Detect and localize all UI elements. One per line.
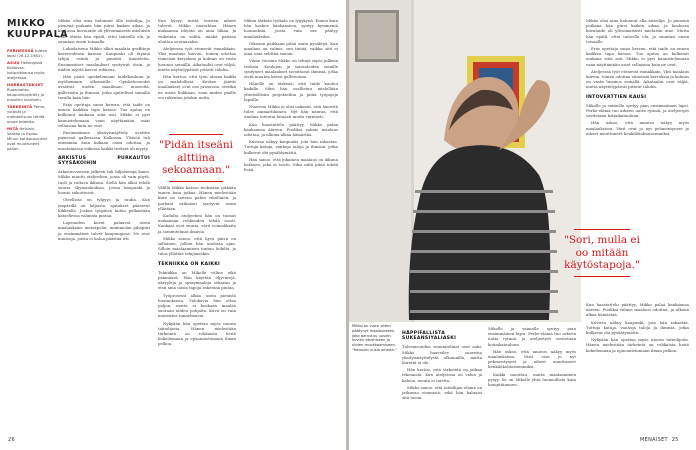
paragraph: Ateljeessa työt etenevät rinnakkain. Yksi maalaus kuivuu, toinen odottaa viimeisiä kerroksia ja kolmas on vasta luonnos seinällä. Aikataulut ovat väljiä, mutta näyttelypäivät pitävät tahdin. <box>158 46 236 72</box>
paragraph: Hän sanoo, että jokainen maalaus on ikkuna hetkeen, joka ei toistu. Siksi niitä pitää tehdä lisää. <box>244 156 338 173</box>
portrait-photo <box>349 0 581 322</box>
paragraph: Hän pääsi opiskelemaan taidekouluun ja myöhemmin ulkomaille. Opiskeluvuodet avasivat uuden maailman: museoita, gallerioita ja ihmisiä, jotka ajattelivat samalla tavalla kuin hän. <box>58 74 150 100</box>
paragraph: Hän uskoo, että muutos näkyy myös maalauksissa. Värit ovat jo nyt pehmentyneet ja aiheet muuttuneet henkilökohtaisemmiksi. <box>488 348 576 370</box>
paragraph: Mikon tärkein työkalu on lyijykynä. Ennen kuin hän koskee kankaaseen, syntyy kymmeniä luonnoksia, joista vain osa päätyy maalauksiksi. <box>244 18 338 39</box>
paragraph: Tulevaisuuden suunnitelmat ovat auki. Mikko haaveilee suuresta yksityisnäyttelystä ulkomailla, mutta kiirettä ei ole. <box>402 344 482 366</box>
paragraph: Kun haastattelu päättyy, Mikko palaa kankaansa ääreen. Puoliksi valmis maalaus odottaa, ja ulkona alkaa hämärtää. <box>586 302 689 318</box>
section-heading: HÄPPIFALLISTA SUKEANSIYALIASKI <box>402 331 457 342</box>
section-heading: ARKISTUS PURKAUTUI SYYSÄKOIHIN <box>58 155 150 167</box>
article-column-6-bottom <box>586 302 689 355</box>
photo-caption: Mikko on vuosi sitten päätynyt maalaukseen, joka perustuu uusien kuvien etsimiseen ja niiden muokkaamiseen. "Neuvoin uusia aiheita." <box>352 324 397 352</box>
paragraph: Hän kertoo, että tärkeintä on jatkaa tekemistä. Kun ateljeessa on valoa ja kahvia, muuta ei tarvita. <box>402 367 482 383</box>
paragraph: Ateljeessa työt etenevät rinnakkain. Yksi maalaus kuivuu, toinen odottaa viimeisiä kerroksia ja kolmas on vasta luonnos seinällä. Aikataulut ovat väljiä, mutta näyttelypäivät pitävät tahdin. <box>586 68 689 90</box>
paragraph: Nykyään hän opettaa myös nuoria taiteilijoita. Hänen mielestään tärkeintä on rohkaista heitä kokeilemaan ja epäonnistumaan ilman pelkoa. <box>158 320 236 347</box>
article-column-1 <box>58 18 150 243</box>
paragraph: Kuvissa näkyy kaupunki, jota hän rakastaa. Tuttuja katuja, vanhoja taloja ja ihmisiä, jotka kulkevat ohi pysähtymättä. <box>244 139 338 155</box>
paragraph: Nuorena Mikko ei olisi uskonut, että hänestä tulee ammattilainen. Nyt hän nauraa, että unelma toteutui hitaasti mutta varmasti. <box>244 104 338 120</box>
paragraph: Välillä Mikko katsoo teoksiaan pitkään ennen kuin jatkaa. Hänen mielestään kiire on taiteen pahin vihollinen, ja parhaat ratkaisut syntyvät usein yllättäen. <box>158 185 236 211</box>
article-column-3 <box>244 18 338 174</box>
paragraph: Mikko sanoo, että taiteilijan elämä on jatkuvaa etsimistä, eikä hän haluaisi sitä toisin. <box>402 384 482 401</box>
paragraph: Nykyään hän opettaa myös nuoria taiteilijoita. Hänen mielestään tärkeintä on rohkaista heitä kokeilemaan ja epäonnistumaan ilman pelkoa. <box>586 337 689 353</box>
article-column-5 <box>488 326 576 389</box>
paragraph: Arkistusvuosien jälkeen tuli hiljaisempi kausi. Mikko muutti ateljeehen, jossa oli vain pöytä, tuoli ja valtava ikkuna. Siellä hän alkoi tehdä suuria öljymaalauksia, joissa kaupunki ja luonto sekoittuvat. <box>58 169 150 196</box>
article-column-6 <box>586 18 689 138</box>
page-number-left: 26 <box>8 437 15 443</box>
paragraph: Oleellista on tyhjyys ja rauha. Kun ympärillä on hiljaista, ajatukset pääsevät liikkeelle. Joskus työpäivä kuluu pelkästään katsellessa valmista pintaa. <box>58 197 150 218</box>
portrait-illustration <box>349 0 581 322</box>
paragraph: Kun haastattelu päättyy, Mikko palaa kankaansa ääreen. Puoliksi valmis maalaus odottaa, ja ulkona alkaa hämärtää. <box>244 121 338 138</box>
paragraph: Kadulta ateljeehen hän on tuonut mukanaan rohkeuden tehdä isosti. Kankaat ovat suuria, värit voimakkaita ja sommitelmat ilmavia. <box>158 213 236 234</box>
section-heading: INTOVERTTIEN KAUSI <box>586 94 647 100</box>
paragraph: Tekniikka on Mikolle väline eikä päämäärä. Hän käyttää öljyvärejä, akryyleja ja spraymaaleja sekaisin ja etsii aina uusia tapoja rakentaa pintaa. <box>158 269 236 291</box>
section-heading: TEKNIIKKA ON KAIKKI <box>158 261 221 267</box>
paragraph: Mikolle ja vaimolle syntyy pian ensimmäinen lapsi. Perhe-elämä tuo arkeen uutta rytmiä, ja ateljeetyöt sovitetaan kotiaikatauluun. <box>488 326 576 347</box>
profile-name: MIKKO KUUPPALA <box>7 18 69 40</box>
paragraph: Mikko sanoo, että hyvä päivä on sellainen, jolloin hän unohtaa ajan. Silloin maalaaminen tuntuu leikiltä, ja tulos yllättää tekijänsäkin. <box>158 235 236 257</box>
profile-sidebar <box>7 18 69 153</box>
quote-rule <box>574 229 630 230</box>
paragraph: Kaikki muuttuu, mutta maalaaminen pysyy. Se on Mikolle yhtä luonnollista kuin hengittäminen. <box>488 371 576 388</box>
paragraph: Lapsuuden kuvat palaavat usein maalauksiin: metsäpolut, mummolan pihapiiri ja ensimmäiset talvet kaupungissa. Ne ovat muistoja, joista ei halua päästää irti. <box>58 220 150 241</box>
paragraph: Mikko olisi aina halunnut olla taiteilija. Jo pienenä poikana hän piirsi kaiken aikaa, ja koulussa kuvataide oli ylivoimaisesti mieluisin aine. Mutta hän epäili, ettei taiteella elä, ja suuntasi ensin toisaalle. <box>58 18 150 44</box>
paragraph: Lukiolaisena Mikko alkoi maalata graffiteja kavereidensa kanssa. Kaupunki oli täynnä tyhjiä seiniä ja pimeitä tunneleita. Ensimmäiset maalaukset syntyivät öisin, ja niiden myötä kasvoi rohkeus. <box>58 46 150 72</box>
fact-item: ASUU Helsingissä Kalliossa, kotipaikkansa myös ateljeessa. <box>7 60 45 80</box>
paragraph: Ensimmäinen yksityisnäyttely avattiin pienessä galleriassa Kalliossa. Yleisöä tuli enemmän kuin kukaan osasi odottaa, ja muutamassa viikossa kaikki teokset oli myyty. <box>58 130 150 151</box>
paragraph: Eräs opettaja sanoi kerran, että taide on ennen kaikkea tapa katsoa. Tuo ajatus on kulkenut mukana siitä asti. Mikko ei pyri kaunistelemaan vaan näyttämään asiat sellaisina kuin ne ovat. <box>586 46 689 67</box>
pull-quote: "Sori, mulla ei oo mitään käytöstapoja." <box>562 225 642 281</box>
page-number-right: MENAISET 25 <box>640 437 679 443</box>
paragraph: Kun kysyy, mistä teosten aiheet tulevat, Mikko naurahtaa. Hänen mukaansa ideoita on aina liikaa, ja vaikeinta on valita, minkä parissa aloittaa seuraavaksi. <box>158 18 236 44</box>
quote-rule <box>169 181 223 182</box>
paragraph: Mikko olisi aina halunnut olla taiteilija. Jo pienenä poikana hän piirsi kaiken aikaa, ja koulussa kuvataide oli ylivoimaisesti mieluisin aine. Mutta hän epäili, ettei taiteella elä, ja suuntasi ensin toisaalle. <box>586 18 689 44</box>
paragraph: Mikolle ja vaimolle syntyy pian ensimmäinen lapsi. Perhe-elämä tuo arkeen uutta rytmiä, ja ateljeetyöt sovitetaan kotiaikatauluun. <box>586 102 689 119</box>
pull-quote: "Pidän itseäni alttiina sekoamaan." <box>157 130 235 186</box>
paragraph: Viime vuosina Mikko on tehnyt myös julkisia teoksia. Koulujen ja sairaaloiden seinille syntyneet maalaukset tavoittavat ihmisiä, jotka eivät muuten kävisi gallerioissa. <box>244 58 338 80</box>
paragraph: Hänelle on tärkeää, että taide kuuluu kaikille. Siksi hän osallistuu mielellään yhteisöllisiin projekteihin ja pitää työpajoja lapsille. <box>244 81 338 102</box>
article-column-2-top <box>158 18 236 102</box>
fact-item: HARRASTUKSET Ruoanlaitto, kaupunkipyöräily ja musiikin kuuntelu. <box>7 82 45 102</box>
paragraph: Hän kertoo, että työn alussa kaikki on mahdollista. Kesken jäävät maalaukset ovat osa prosessia, eivätkä ne mene hukkaan, vaan niiden päälle voi rakentaa jotakin uutta. <box>158 74 236 100</box>
paragraph: Hän uskoo, että muutos näkyy myös maalauksissa. Värit ovat jo nyt pehmentyneet ja aiheet muuttuneet henkilökohtaisemmiksi. <box>586 120 689 136</box>
fact-item: TÄRKEINTÄ Perhe, ystävät ja mahdollisuus tehdä omaa taidetta. <box>7 104 46 124</box>
paragraph: Oikeaan paikkaan pitää osata pysähtyä. Kun maalaus on valmis, sen tietää, vaikka sitä ei aina osaa selittää sanoin. <box>244 40 338 57</box>
article-column-4 <box>402 326 482 402</box>
quote-rule <box>574 276 630 277</box>
paragraph: Kuvissa näkyy kaupunki, jota hän rakastaa. Tuttuja katuja, vanhoja taloja ja ihmisiä, jotka kulkevat ohi pysähtymättä. <box>586 319 689 336</box>
article-column-2-bottom <box>158 185 236 349</box>
fact-item: PERHEESSÄ tuleva lapsi (26.12.1981). <box>7 48 47 58</box>
paragraph: Eräs opettaja sanoi kerran, että taide on ennen kaikkea tapa katsoa. Tuo ajatus on kulkenut mukana siitä asti. Mikko ei pyri kaunistelemaan vaan näyttämään asiat sellaisina kuin ne ovat. <box>58 102 150 128</box>
fact-item: MITÄ Helsinki, Vantaa ja Espoo. Minun kotikaupunkini ovat muuttuneet paljon. <box>7 126 48 151</box>
paragraph: Työprosessi alkaa usein pienistä luonnoksista. Valokuvia hän ottaa paljon, mutta ei koskaan maalaa suoraan niiden pohjalta. Kuva on vain muistutus tunnelmasta. <box>158 292 236 319</box>
quote-rule <box>169 134 223 135</box>
